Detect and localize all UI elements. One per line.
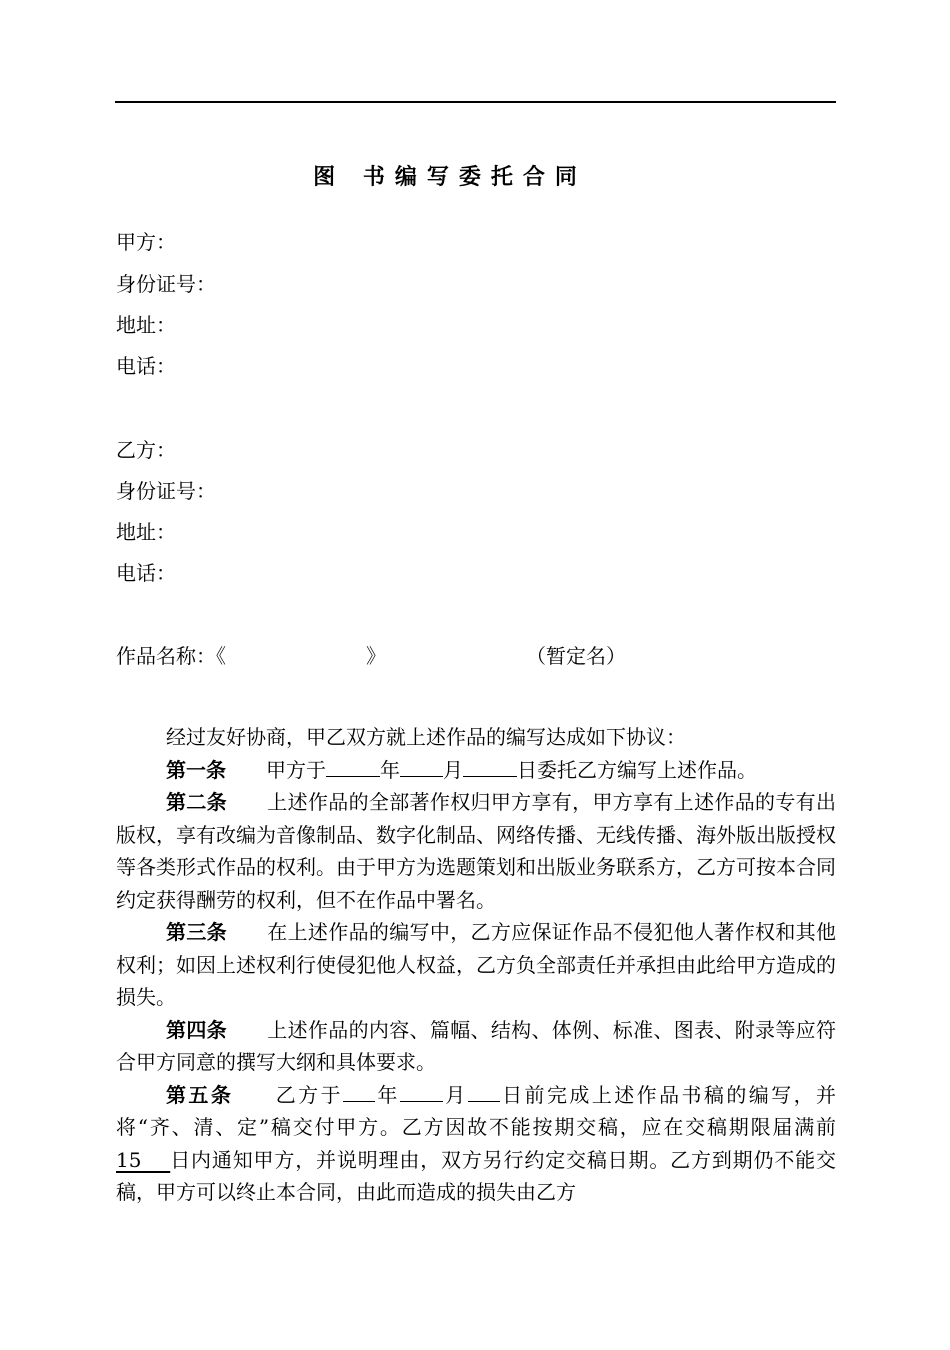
article-2-number: 第二条	[166, 790, 227, 814]
notice-days-value: 15	[116, 1147, 142, 1172]
deadline-year-unit: 年	[374, 1082, 400, 1107]
work-name-label: 作品名称：《	[116, 644, 226, 668]
notice-days-field[interactable]	[116, 1148, 170, 1172]
year-blank[interactable]	[326, 754, 380, 777]
party-b-address-label: 地址：	[116, 520, 176, 544]
intro-paragraph: 经过友好协商，甲乙双方就上述作品的编写达成如下协议：	[166, 725, 686, 749]
month-blank[interactable]	[400, 754, 443, 777]
party-a-id-label: 身份证号：	[116, 272, 216, 296]
article-3-text: 在上述作品的编写中，乙方应保证作品不侵犯他人著作权和其他权利；如因上述权利行使侵犯他人权益，乙方负全部责任并承担由此给甲方造成的损失。	[116, 920, 837, 1009]
party-a-phone-label: 电话：	[116, 354, 176, 378]
article-1-text: 甲方于	[266, 757, 326, 782]
article-4	[116, 1014, 836, 1079]
party-b-id-label: 身份证号：	[116, 479, 216, 503]
deadline-month-unit: 月	[442, 1082, 468, 1107]
party-b-phone-label: 电话：	[116, 561, 176, 585]
article-4-number: 第四条	[166, 1017, 227, 1042]
work-name-close: 》	[366, 644, 386, 668]
deadline-month-blank[interactable]	[400, 1079, 443, 1102]
article-5	[116, 1079, 836, 1209]
document-title: 图 书编写委托合同	[313, 165, 587, 190]
party-b-label: 乙方：	[116, 438, 176, 462]
header-rule	[115, 101, 836, 103]
party-a-address-label: 地址：	[116, 313, 176, 337]
article-3-number: 第三条	[166, 920, 227, 944]
article-4-text: 上述作品的内容、篇幅、结构、体例、标准、图表、附录等应符合甲方同意的撰写大纲和具体要求。	[116, 1017, 837, 1074]
article-2-text: 上述作品的全部著作权归甲方享有，甲方享有上述作品的专有出版权，享有改编为音像制品、数字化制品、网络传播、无线传播、海外版出版授权等各类形式作品的权利。由于甲方为选题策划和出版业务联系方，乙方可按本合同约定获得酬劳的权利，但不在作品中署名。	[116, 790, 837, 912]
deadline-day-blank[interactable]	[468, 1079, 500, 1102]
article-5-text-mid: 日前完成上述作品书稿的编写，并将“齐、清、定”稿交付甲方。乙方因故不能按期交稿，应在交稿期限届满前	[116, 1082, 837, 1139]
contract-body	[116, 721, 836, 1209]
work-name-line	[116, 641, 626, 671]
month-unit: 月	[443, 757, 463, 782]
deadline-year-blank[interactable]	[343, 1079, 375, 1102]
year-unit: 年	[380, 757, 400, 782]
article-5-text-end: 日内通知甲方，并说明理由，双方另行约定交稿日期。乙方到期仍不能交稿，甲方可以终止本合同，由此而造成的损失由乙方	[116, 1147, 837, 1204]
article-2	[116, 786, 836, 916]
article-3	[116, 916, 836, 1014]
article-5-number: 第五条	[166, 1082, 234, 1107]
article-1-text-end: 日委托乙方编写上述作品。	[517, 757, 757, 782]
article-1-number: 第一条	[166, 757, 226, 782]
work-name-tentative: （暂定名）	[526, 644, 626, 668]
article-5-text: 乙方于	[273, 1082, 343, 1107]
day-blank[interactable]	[463, 754, 517, 777]
article-1	[116, 754, 836, 787]
party-a-label: 甲方：	[116, 230, 176, 254]
